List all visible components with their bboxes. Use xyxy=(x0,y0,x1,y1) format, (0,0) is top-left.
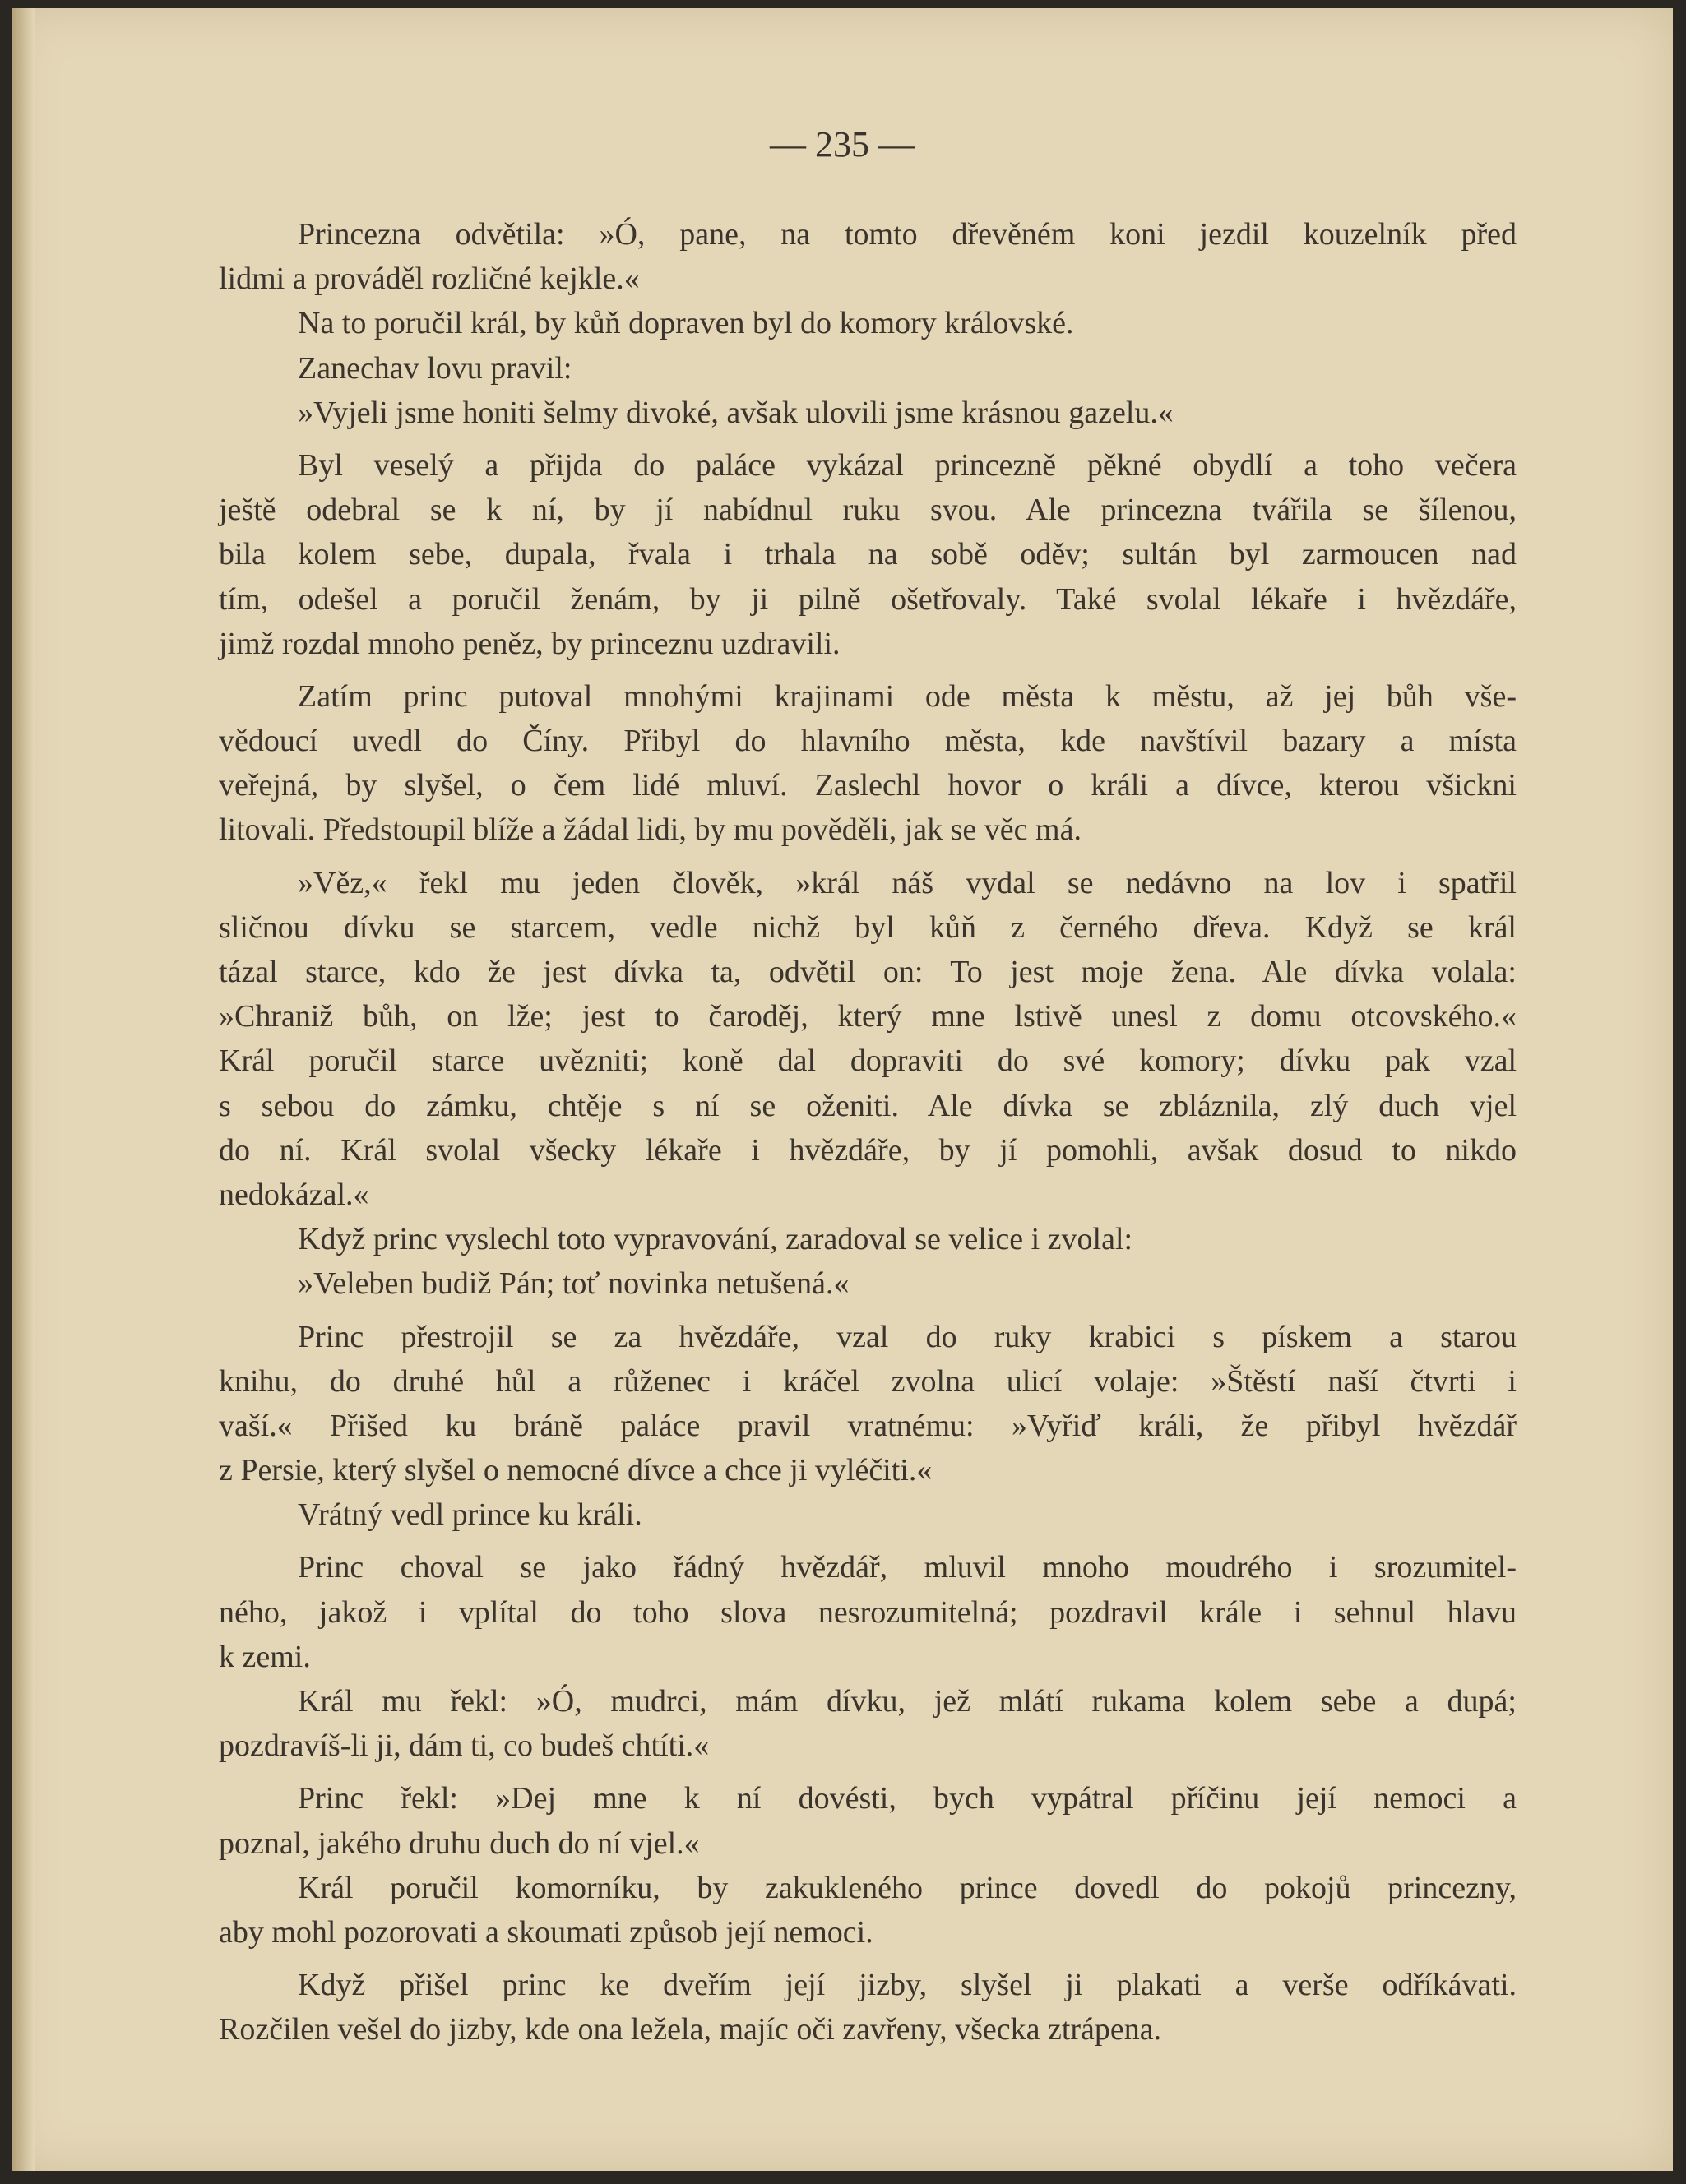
text-line: vaší.« Přišed ku bráně paláce pravil vratnému: »Vyřiď králi, že přibyl hvězdář xyxy=(219,1408,1517,1443)
text-line: aby mohl pozorovati a skoumati způsob její nemoci. xyxy=(219,1914,873,1950)
text-line: veřejná, by slyšel, o čem lidé mluví. Zaslechl hovor o králi a dívce, kterou všickni xyxy=(219,768,1517,803)
paragraph-gap xyxy=(219,666,1517,674)
text-line: Král mu řekl: »Ó, mudrci, mám dívku, jež mlátí rukama kolem sebe a dupá; xyxy=(298,1684,1517,1719)
text-line: litovali. Předstoupil blíže a žádal lidi, by mu pověděli, jak se věc má. xyxy=(219,812,1082,848)
text-line: Když přišel princ ke dveřím její jizby, slyšel ji plakati a verše odříkávati. xyxy=(298,1968,1517,2003)
text-line: Král poručil komorníku, by zakukleného prince dovedl do pokojů princezny, xyxy=(298,1870,1517,1905)
text-line: pozdravíš-li ji, dám ti, co budeš chtíti.« xyxy=(219,1728,710,1764)
text-line: Zanechav lovu pravil: xyxy=(298,350,572,386)
paragraph-gap xyxy=(219,1955,1517,1963)
text-line: poznal, jakého druhu duch do ní vjel.« xyxy=(219,1825,700,1861)
text-line: lidmi a prováděl rozličné kejkle.« xyxy=(219,261,640,297)
text-line: Princ choval se jako řádný hvězdář, mluvil mnoho moudrého i srozumitel- xyxy=(298,1550,1517,1585)
page-number: — 235 — xyxy=(770,124,915,164)
text-line: »Věz,« řekl mu jeden člověk, »král náš vydal se nedávno na lov i spatřil xyxy=(298,865,1517,900)
paragraph-gap xyxy=(219,1768,1517,1776)
text-line: knihu, do druhé hůl a růženec i kráčel zvolna ulicí volaje: »Štěstí naší čtvrti i xyxy=(219,1363,1517,1399)
text-line: do ní. Král svolal všecky lékaře i hvězdáře, by jí pomohli, avšak dosud to nikdo xyxy=(219,1132,1517,1168)
body-text xyxy=(219,212,1517,2052)
paragraph-gap xyxy=(219,1537,1517,1545)
text-line: k zemi. xyxy=(219,1639,311,1674)
paragraph-gap xyxy=(219,435,1517,443)
text-line: Vrátný vedl prince ku králi. xyxy=(298,1497,642,1533)
text-line: Král poručil starce uvězniti; koně dal dopraviti do své komory; dívku pak vzal xyxy=(219,1043,1517,1079)
page-gutter xyxy=(12,8,35,2171)
text-line: ještě odebral se k ní, by jí nabídnul ruku svou. Ale princezna tvářila se šílenou, xyxy=(219,493,1517,528)
text-line: »Vyjeli jsme honiti šelmy divoké, avšak ulovili jsme krásnou gazelu.« xyxy=(298,395,1174,430)
text-line: »Chraniž bůh, on lže; jest to čaroděj, který mne lstivě unesl z domu otcovského.« xyxy=(219,999,1517,1034)
text-line: tím, odešel a poručil ženám, by ji pilně ošetřovaly. Také svolal lékaře i hvězdáře, xyxy=(219,581,1517,617)
paragraph-gap xyxy=(219,1307,1517,1315)
paragraph-gap xyxy=(219,853,1517,861)
text-line: vědoucí uvedl do Číny. Přibyl do hlavního města, kde navštívil bazary a místa xyxy=(219,724,1517,759)
book-page xyxy=(12,8,1673,2171)
text-line: Když princ vyslechl toto vypravování, zaradoval se velice i zvolal: xyxy=(298,1222,1133,1257)
text-line: ného, jakož i vplítal do toho slova nesrozumitelná; pozdravil krále i sehnul hlavu xyxy=(219,1594,1517,1630)
text-line: bila kolem sebe, dupala, řvala i trhala na sobě oděv; sultán byl zarmoucen nad xyxy=(219,537,1517,572)
text-line: sličnou dívku se starcem, vedle nichž byl kůň z černého dřeva. Když se král xyxy=(219,909,1517,945)
text-line: Princ řekl: »Dej mne k ní dovésti, bych vypátral příčinu její nemoci a xyxy=(298,1781,1517,1816)
text-line: Rozčilen vešel do jizby, kde ona ležela, majíc oči zavřeny, všecka ztrápena. xyxy=(219,2012,1162,2048)
text-line: jimž rozdal mnoho peněz, by princeznu uzdravili. xyxy=(219,626,841,661)
text-line: Na to poručil král, by kůň dopraven byl do komory královské. xyxy=(298,306,1074,341)
text-line: Princezna odvětila: »Ó, pane, na tomto dřevěném koni jezdil kouzelník před xyxy=(298,217,1517,252)
text-line: z Persie, který slyšel o nemocné dívce a chce ji vyléčiti.« xyxy=(219,1453,933,1488)
text-line: s sebou do zámku, chtěje s ní se oženiti. Ale dívka se zbláznila, zlý duch vjel xyxy=(219,1088,1517,1123)
text-line: Zatím princ putoval mnohými krajinami ode města k městu, až jej bůh vše- xyxy=(298,678,1517,714)
text-line: Byl veselý a přijda do paláce vykázal princezně pěkné obydlí a toho večera xyxy=(298,447,1517,483)
text-line: nedokázal.« xyxy=(219,1177,369,1212)
text-line: tázal starce, kdo že jest dívka ta, odvětil on: To jest moje žena. Ale dívka volala: xyxy=(219,955,1517,989)
text-line: »Veleben budiž Pán; toť novinka netušená.« xyxy=(298,1266,850,1302)
text-line: Princ přestrojil se za hvězdáře, vzal do ruky krabici s pískem a starou xyxy=(298,1319,1517,1354)
